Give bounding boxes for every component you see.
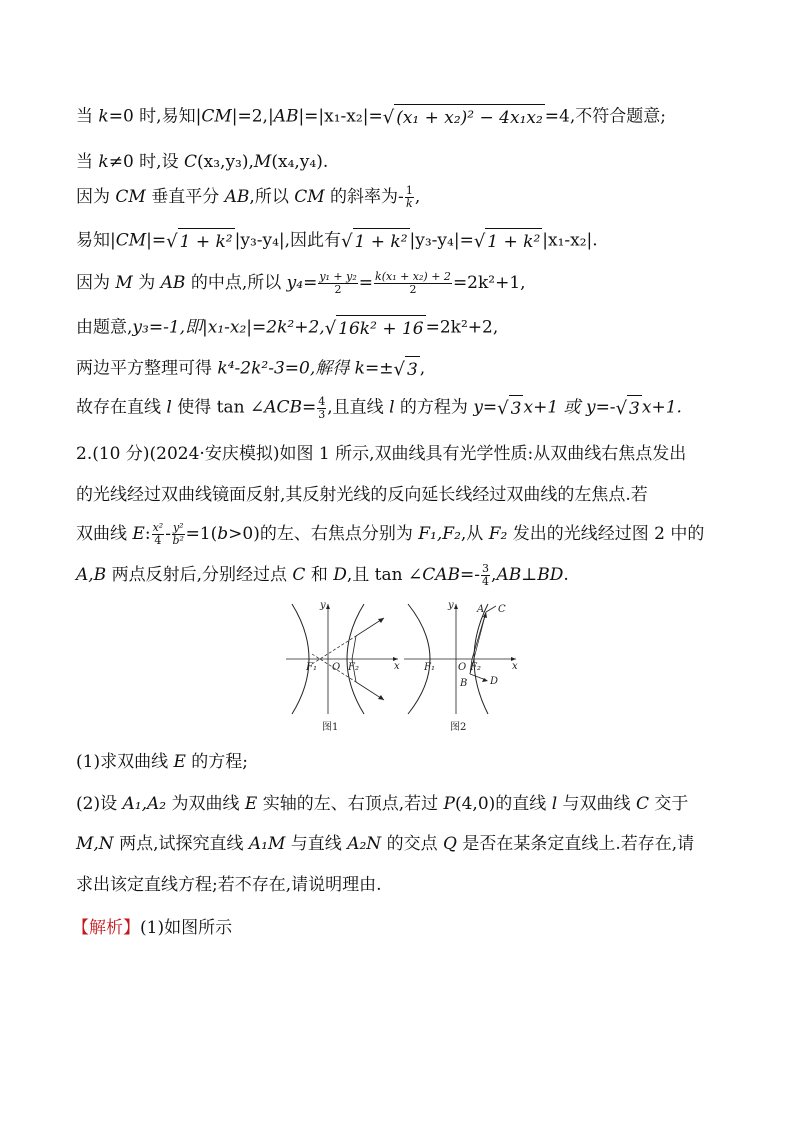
fig2-origin-label: O (458, 662, 467, 673)
fraction: $\frac{1}{k}$ (405, 184, 413, 210)
fig2-f2-label: F₂ (470, 662, 481, 673)
solution-line-2: 当 k≠0 时,设 C(x₃,y₃),M(x₄,y₄). (76, 152, 329, 172)
figure-2 (404, 600, 518, 733)
fraction: $\frac{\text{k(x₁ + x₂) + 2}}{2}$ (375, 270, 451, 296)
fig2-c-label: C (498, 604, 506, 615)
solution-line-7: 两边平方整理可得 k⁴-2k²-3=0,解得 k=±√ 3 , (76, 356, 734, 382)
fig2-f1-label: F₁ (424, 662, 435, 673)
fig2-d-label: D (490, 676, 499, 687)
solution-heading (72, 916, 734, 940)
solution-line-4: 易知|CM|=√ 1 + k² |y₃-y₄|,因此有√ 1 + k² |y₃-y₄|=√ 1 + k² |x₁-x₂|. (76, 228, 734, 254)
sqrt-expression: √ 3 (616, 395, 642, 421)
problem-2-line-3: 双曲线 E: $\frac{\text{x²}}{4}$ - $\frac{\text{y²}}{\text{b²}}$ =1(b>0)的左、右焦点分别为 F₁,F₂,从 F₂ 发出的光线经过图 2 中的 (76, 521, 705, 547)
fraction: $\frac{\text{y²}}{\text{b²}}$ (172, 521, 184, 547)
fig1-f2-label: F₂ (348, 662, 359, 673)
sqrt-expression: √ (x₁ + x₂)² − 4x₁x₂ (383, 104, 545, 130)
fraction: $\frac{3}{4}$ (482, 562, 490, 588)
fig2-caption: 图2 (450, 722, 467, 733)
fig1-caption: 图1 (322, 722, 339, 733)
solution-line-8: 故存在直线 l 使得 tan ∠ACB= $\frac{4}{3}$ ,且直线 l 的方程为 y=√ 3 x+1 或 y=-√ 3 x+1. (76, 394, 682, 421)
fig1-origin-label: O (332, 662, 341, 673)
question-2-line-3: 求出该定直线方程;若不存在,请说明理由. (76, 875, 382, 895)
solution-line-6: 由题意,y₃=-1,即|x₁-x₂|=2k²+2,√ 16k² + 16 =2k²+2, (76, 315, 734, 341)
solution-tag: 【解析】 (72, 918, 140, 938)
problem-2-line-1: 2.(10 分)(2024·安庆模拟)如图 1 所示,双曲线具有光学性质:从双曲线右焦点发出 (76, 444, 687, 464)
fraction: $\frac{4}{3}$ (318, 394, 326, 421)
fig2-x-label: x (512, 661, 518, 672)
solution-line-5: 因为 M 为 AB 的中点,所以 y₄= $\frac{\text{y₁ + y₂}}{2}$ = $\frac{\text{k(x₁ + x₂) + 2}}{2}$ =2k²+1, (76, 270, 526, 296)
solution-intro: (1)如图所示 (140, 918, 233, 938)
figure-1 (286, 600, 400, 733)
sqrt-expression: √ 1 + k² (474, 228, 542, 254)
problem-2-line-2: 的光线经过双曲线镜面反射,其反射光线的反向延长线经过双曲线的左焦点.若 (76, 485, 648, 505)
question-2-line-1: (2)设 A₁,A₂ 为双曲线 E 实轴的左、右顶点,若过 P(4,0)的直线 l 与双曲线 C 交于 (76, 794, 689, 814)
fraction: $\frac{\text{x²}}{4}$ (152, 521, 164, 547)
sqrt-expression: √ 3 (497, 395, 523, 421)
fig2-a-label: A (477, 604, 485, 615)
sqrt-expression: √ 1 + k² (341, 228, 409, 254)
sqrt-expression: √ 3 (393, 356, 419, 382)
fraction: $\frac{\text{y₁ + y₂}}{2}$ (319, 270, 357, 296)
fig1-f1-label: F₁ (306, 662, 317, 673)
fig2-b-label: B (460, 678, 468, 689)
fig1-y-label: y (320, 600, 326, 611)
solution-line-1: 当 k=0 时,易知|CM|=2,|AB|=|x₁-x₂|=√ (x₁ + x₂)² − 4x₁x₂ =4,不符合题意; (76, 104, 734, 130)
fig1-x-label: x (394, 661, 400, 672)
figures (282, 598, 522, 738)
sqrt-expression: √ 16k² + 16 (325, 315, 426, 341)
question-2-line-2: M,N 两点,试探究直线 A₁M 与直线 A₂N 的交点 Q 是否在某条定直线上.若存在,请 (76, 834, 695, 854)
fig2-y-label: y (448, 600, 454, 611)
question-1: (1)求双曲线 E 的方程; (76, 752, 249, 772)
solution-line-3: 因为 CM 垂直平分 AB,所以 CM 的斜率为- $\frac{1}{k}$ , (76, 184, 421, 210)
sqrt-expression: √ 1 + k² (166, 228, 234, 254)
problem-2-line-4: A,B 两点反射后,分别经过点 C 和 D,且 tan ∠CAB=- $\frac{3}{4}$ ,AB⊥BD. (76, 562, 569, 588)
